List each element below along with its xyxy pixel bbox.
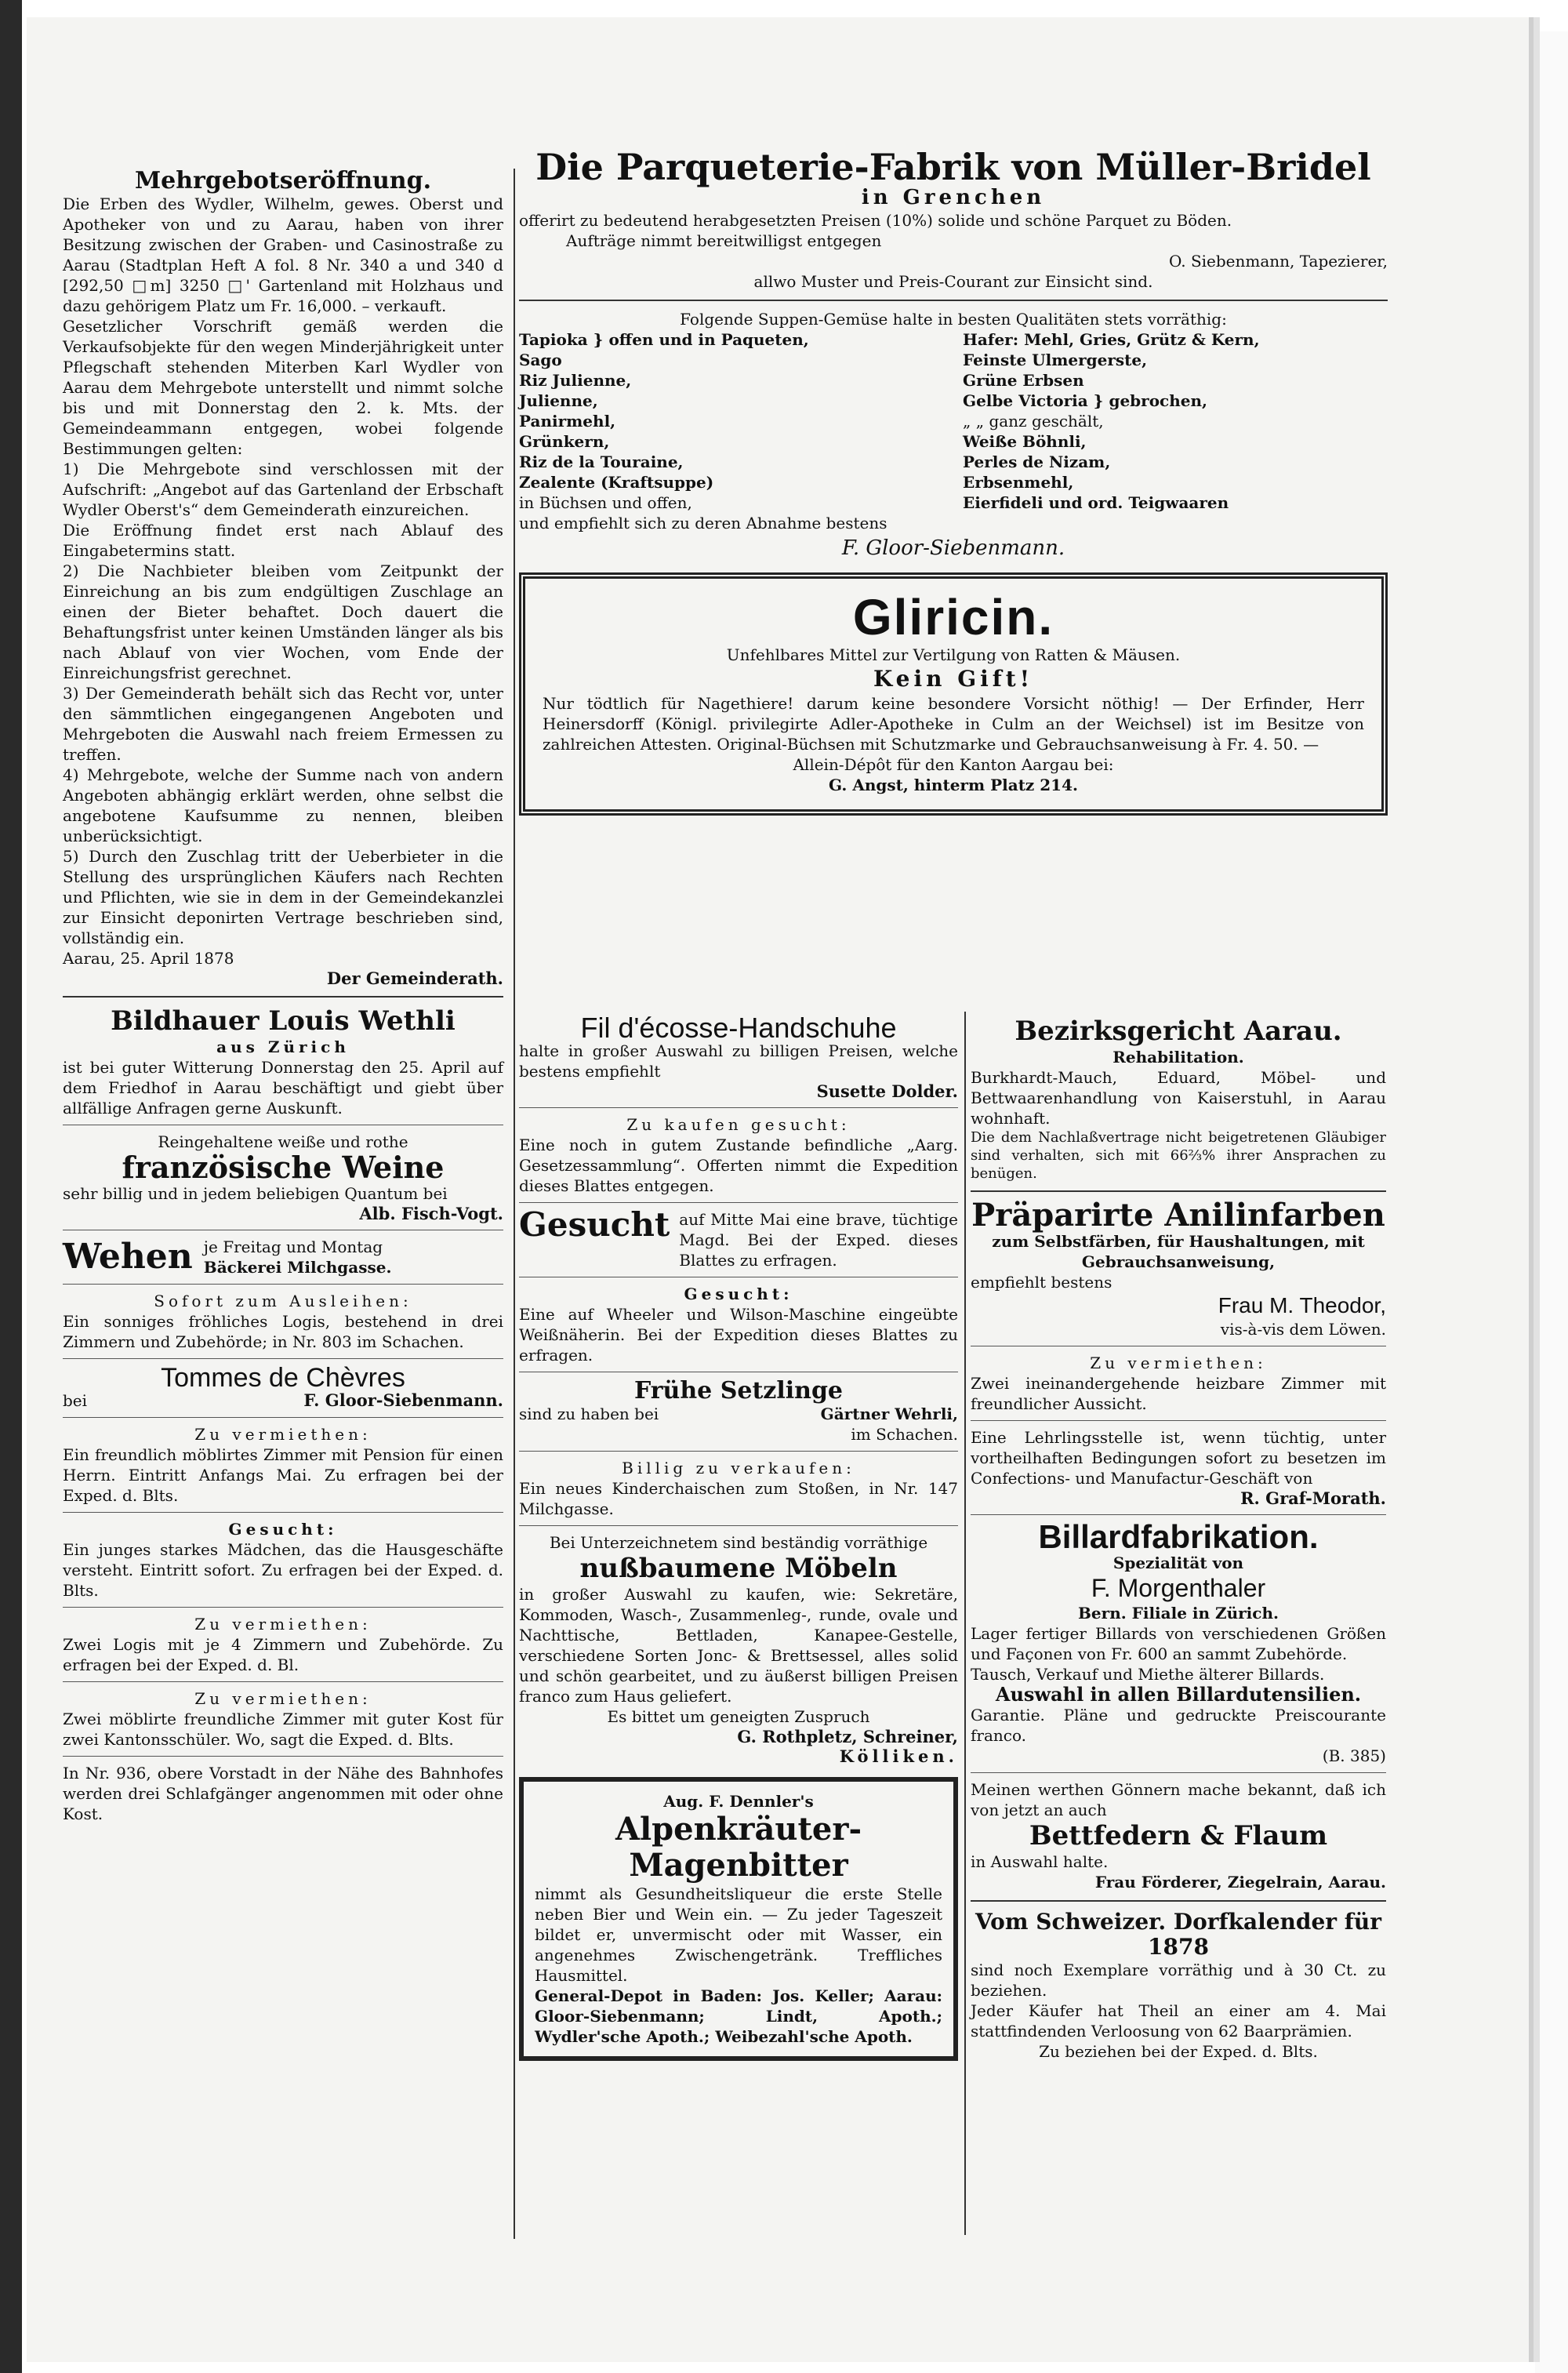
divider bbox=[971, 1900, 1386, 1902]
divider bbox=[63, 1284, 503, 1285]
divider bbox=[519, 1525, 958, 1526]
ad-text: Allein-Dépôt für den Kanton Aargau bei: bbox=[793, 755, 1114, 774]
ad-signature: im Schachen. bbox=[851, 1425, 958, 1444]
ad-title: Bettfedern & Flaum bbox=[1029, 1820, 1328, 1852]
ad-text: sehr billig und in jedem beliebigen Quantum bei bbox=[63, 1184, 448, 1203]
ad-text: Ein freundlich möblirtes Zimmer mit Pension für einen Herrn. Eintritt Anfangs Mai. Zu erfragen bei der Exped. d. Blts. bbox=[63, 1445, 503, 1505]
divider bbox=[519, 1451, 958, 1452]
ad-text: Ein junges starkes Mädchen, das die Hausgeschäfte versteht. Eintritt sofort. Zu erfragen bei der Exped. d. Blts. bbox=[63, 1540, 503, 1600]
ad-title: Vom Schweizer. Dorfkalender für 1878 bbox=[975, 1909, 1381, 1960]
ad-text: Reingehaltene weiße und rothe bbox=[158, 1132, 408, 1151]
divider bbox=[63, 1358, 503, 1359]
ad-text: Auswahl in allen Billardutensilien. bbox=[995, 1683, 1362, 1706]
ad-text: Die dem Nachlaßvertrage nicht beigetretenen Gläubiger sind verhalten, sich mit 66⅔% ihrer Ansprachen zu benügen. bbox=[971, 1129, 1386, 1182]
ad-heading: Zu kaufen gesucht: bbox=[626, 1115, 851, 1134]
list-item: Riz de la Touraine, bbox=[519, 452, 684, 471]
ad-title: Bezirksgericht Aarau. bbox=[1014, 1016, 1342, 1047]
ad-signature: Bäckerei Milchgasse. bbox=[203, 1258, 392, 1277]
ad-text: Die Erben des Wydler, Wilhelm, gewes. Oberst und Apotheker von und zu Aarau, haben von ihrer Besitzung zwischen der Graben- und Casinostraße zu Aarau (Stadtplan Heft A fol. 8 Nr. 340 a und 340 d [292,50 □m] 3250 □' Gartenland mit Holzhaus und dazu gehörigem Platz um Fr. 16,000. – verkauft. bbox=[63, 194, 503, 315]
top-wide-ads bbox=[519, 146, 1388, 816]
divider bbox=[971, 1772, 1386, 1773]
list-item: und empfiehlt sich zu deren Abnahme bestens bbox=[519, 514, 887, 532]
ad-title: Billardfabrikation. bbox=[1038, 1518, 1319, 1555]
ad-text: General-Depot in Baden: Jos. Keller; Aarau: Gloor-Siebenmann; Lindt, Apoth.; Wydler'sche Apoth.; Weibezahl'sche Apoth. bbox=[535, 1986, 942, 2046]
ad-subtitle: aus Zürich bbox=[216, 1038, 350, 1056]
ad-text: in großer Auswahl zu kaufen, wie: Sekretäre, Kommoden, Wasch-, Zusammenleg-, runde, ovale und Nachttische, Bettladen, Kanapee-Gestelle, verschiedene Sorten Jonc- & Brettsessel, alles solid und schön gearbeitet, und zu äußerst billigen Preisen franco zum Haus geliefert. bbox=[519, 1585, 958, 1706]
divider bbox=[63, 1607, 503, 1608]
ad-title: Wehen bbox=[63, 1237, 193, 1277]
ad-title: Gliricin. bbox=[852, 589, 1054, 645]
list-item: Erbsenmehl, bbox=[963, 473, 1074, 492]
ad-text: Bern. Filiale in Zürich. bbox=[1078, 1604, 1279, 1623]
ad-signature: F. Gloor-Siebenmann. bbox=[303, 1390, 503, 1410]
ad-text: In Nr. 936, obere Vorstadt in der Nähe des Bahnhofes werden drei Schlafgänger angenommen mit oder ohne Kost. bbox=[63, 1764, 503, 1823]
divider bbox=[63, 1512, 503, 1513]
divider bbox=[519, 1202, 958, 1203]
ad-heading: Zu vermiethen: bbox=[194, 1425, 372, 1444]
ad-text: Zwei ineinandergehende heizbare Zimmer mit freundlicher Aussicht. bbox=[971, 1374, 1386, 1413]
list-item: Weiße Böhnli, bbox=[963, 432, 1087, 451]
ad-text: Gesetzlicher Vorschrift gemäß werden die Verkaufsobjekte für den wegen Minderjährigkeit unter Pflegschaft stehenden Miterben Karl Wydler von Aarau dem Mehrgebote unterstellt und nimmt solche bis und mit Donnerstag den 2. k. Mts. der Gemeindeammann entgegen, wobei folgende Bestimmungen gelten: bbox=[63, 317, 503, 458]
ad-text: ist bei guter Witterung Donnerstag den 25. April auf dem Friedhof in Aarau beschäftigt und giebt über allfällige Anfragen gerne Auskunft. bbox=[63, 1058, 503, 1117]
ad-title: Präparirte Anilinfarben bbox=[971, 1197, 1385, 1234]
ad-signature: F. Gloor-Siebenmann. bbox=[841, 536, 1065, 560]
divider bbox=[519, 1107, 958, 1108]
ad-date: Aarau, 25. April 1878 bbox=[63, 949, 234, 968]
ad-subtitle: in Grenchen bbox=[861, 186, 1046, 209]
ad-code: (B. 385) bbox=[1322, 1746, 1386, 1765]
ad-text: empfiehlt bestens bbox=[971, 1273, 1112, 1292]
ad-text: allwo Muster und Preis-Courant zur Einsicht sind. bbox=[753, 272, 1153, 291]
ad-text: Folgende Suppen-Gemüse halte in besten Qualitäten stets vorräthig: bbox=[680, 310, 1227, 329]
ad-text: Meinen werthen Gönnern mache bekannt, daß ich von jetzt an auch bbox=[971, 1780, 1386, 1819]
ad-signature: Der Gemeinderath. bbox=[326, 968, 503, 988]
ad-text: offerirt zu bedeutend herabgesetzten Preisen (10%) solide und schöne Parquet zu Böden. bbox=[519, 211, 1232, 230]
ad-signature: Alb. Fisch-Vogt. bbox=[359, 1204, 503, 1223]
ad-heading: Zu vermiethen: bbox=[1090, 1354, 1267, 1372]
right-column bbox=[971, 1016, 1386, 2062]
ad-text: Lager fertiger Billards von verschiedenen Größen und Façonen von Fr. 600 an sammt Zubehörde. bbox=[971, 1624, 1386, 1663]
divider bbox=[519, 300, 1388, 301]
list-item: Eierfideli und ord. Teigwaaren bbox=[963, 493, 1229, 512]
ad-text: 1) Die Mehrgebote sind verschlossen mit der Aufschrift: „Angebot auf das Gartenland der Erbschaft Wydler Oberst's“ dem Gemeinderath einzureichen. bbox=[63, 460, 503, 519]
scan-binding-strip bbox=[0, 0, 22, 2373]
divider bbox=[971, 1514, 1386, 1515]
ad-highlight: Kein Gift! bbox=[873, 666, 1034, 692]
list-item: Riz Julienne, bbox=[519, 371, 632, 390]
ad-subtitle: Spezialität von bbox=[1112, 1554, 1244, 1572]
ad-title: Frühe Setzlinge bbox=[633, 1377, 844, 1405]
ad-subtitle: Unfehlbares Mittel zur Vertilgung von Ratten & Mäusen. bbox=[726, 645, 1181, 664]
ad-text: in Auswahl halte. bbox=[971, 1852, 1109, 1871]
divider bbox=[63, 996, 503, 998]
ad-heading: Aug. F. Dennler's bbox=[663, 1792, 814, 1811]
ad-text: Eine Lehrlingsstelle ist, wenn tüchtig, unter vortheilhaften Bedingungen sofort zu besetzen im Confections- und Manufactur-Geschäft von bbox=[971, 1428, 1386, 1488]
ad-text: nimmt als Gesundheitsliqueur die erste Stelle neben Bier und Wein ein. — Zu jeder Tageszeit bildet er, unvermischt oder mit Wasser, ein angenehmes Zwischengetränk. Treffliches Hausmittel. bbox=[535, 1884, 942, 1985]
list-item: Tapioka } offen und in Paqueten, bbox=[519, 330, 809, 349]
ad-heading: Gesucht: bbox=[684, 1285, 793, 1303]
ad-text: Zwei möblirte freundliche Zimmer mit guter Kost für zwei Kantonsschüler. Wo, sagt die Exped. d. Blts. bbox=[63, 1710, 503, 1749]
ad-signature: Frau Förderer, Ziegelrain, Aarau. bbox=[1094, 1873, 1386, 1891]
ad-heading: Zu vermiethen: bbox=[194, 1689, 372, 1708]
ad-text: 4) Mehrgebote, welche der Summe nach von andern Angeboten abhängig erklärt werden, ohne selbst die angebotene Kaufsumme zu nennen, bleiben unberücksichtigt. bbox=[63, 765, 503, 845]
ad-signature: G. Angst, hinterm Platz 214. bbox=[829, 776, 1078, 794]
column-rule-left bbox=[514, 169, 515, 2239]
list-item: Feinste Ulmergerste, bbox=[963, 351, 1148, 369]
ad-title: Fil d'écosse-Handschuhe bbox=[580, 1012, 897, 1044]
soup-list bbox=[519, 329, 1388, 533]
ad-text: bei bbox=[63, 1391, 88, 1410]
ad-text: je Freitag und Montag bbox=[203, 1237, 383, 1256]
ad-text: Burkhardt-Mauch, Eduard, Möbel- und Bettwaarenhandlung von Kaiserstuhl, in Aarau wohnhaft. bbox=[971, 1068, 1386, 1128]
ad-text: zum Selbstfärben, für Haushaltungen, mit Gebrauchsanweisung, bbox=[992, 1232, 1365, 1271]
ad-text: Zu beziehen bei der Exped. d. Blts. bbox=[1039, 2042, 1318, 2061]
ad-subtitle: Rehabilitation. bbox=[1112, 1048, 1244, 1067]
ad-text: 5) Durch den Zuschlag tritt der Ueberbieter in die Stellung des ursprünglichen Käufers nach Rechten und Pflichten, wie sie in dem in der Gemeindekanzlei zur Einsicht deponirten Vertrage beschrieben sind, vollständig ein. bbox=[63, 847, 503, 947]
ad-text: auf Mitte Mai eine brave, tüchtige Magd. Bei der Exped. dieses Blattes zu erfragen. bbox=[679, 1210, 958, 1270]
ad-signature: Susette Dolder. bbox=[816, 1081, 958, 1101]
ad-signature: Gärtner Wehrli, bbox=[820, 1405, 958, 1423]
ad-signature: Frau M. Theodor, bbox=[1218, 1293, 1386, 1317]
ad-text: halte in großer Auswahl zu billigen Preisen, welche bestens empfiehlt bbox=[519, 1041, 958, 1081]
ad-text: Zwei Logis mit je 4 Zimmern und Zubehörde. Zu erfragen bei der Exped. d. Bl. bbox=[63, 1635, 503, 1674]
ad-name: F. Morgenthaler bbox=[1091, 1574, 1266, 1602]
left-column bbox=[63, 169, 503, 1824]
ad-signature: Kölliken. bbox=[839, 1746, 958, 1766]
ad-text: 3) Der Gemeinderath behält sich das Recht vor, unter den sämmtlichen eingegangenen Angeboten und Mehrgeboten die Auswahl nach freiem Ermessen zu treffen. bbox=[63, 684, 503, 764]
ad-text: sind noch Exemplare vorräthig und à 30 Ct. zu beziehen. bbox=[971, 1961, 1386, 2000]
ad-title: Die Parqueterie-Fabrik von Müller-Bridel bbox=[535, 146, 1371, 188]
ad-text: Eine auf Wheeler und Wilson-Maschine eingeübte Weißnäherin. Bei der Expedition dieses Blattes zu erfragen. bbox=[519, 1305, 958, 1365]
ad-text: Jeder Käufer hat Theil an einer am 4. Mai stattfindenden Verloosung von 62 Baarprämien. bbox=[971, 2001, 1386, 2040]
list-item: Perles de Nizam, bbox=[963, 452, 1111, 471]
ad-signature: R. Graf-Morath. bbox=[1240, 1488, 1386, 1508]
ad-heading: Gesucht: bbox=[228, 1520, 338, 1539]
ad-title: Bildhauer Louis Wethli bbox=[111, 1005, 456, 1037]
divider bbox=[63, 1417, 503, 1418]
ad-text: Garantie. Pläne und gedruckte Preiscourante franco. bbox=[971, 1706, 1386, 1745]
ad-signature: O. Siebenmann, Tapezierer, bbox=[1169, 252, 1388, 271]
ad-text: Tausch, Verkauf und Miethe älterer Billards. bbox=[971, 1665, 1325, 1684]
gliricin-ad-box bbox=[519, 572, 1388, 816]
list-item: Grüne Erbsen bbox=[963, 371, 1084, 390]
column-rule-right bbox=[964, 1012, 966, 2235]
ad-title: Mehrgebotseröffnung. bbox=[134, 167, 432, 194]
divider bbox=[971, 1420, 1386, 1421]
list-item: Grünkern, bbox=[519, 432, 610, 451]
list-item: Panirmehl, bbox=[519, 412, 616, 431]
divider bbox=[971, 1190, 1386, 1192]
ad-text: Die Eröffnung findet erst nach Ablauf des Eingabetermins statt. bbox=[63, 521, 503, 560]
list-item: Sago bbox=[519, 351, 562, 369]
ad-signature: vis-à-vis dem Löwen. bbox=[1220, 1320, 1386, 1339]
ad-text: Es bittet um geneigten Zuspruch bbox=[607, 1707, 870, 1726]
ad-heading: Sofort zum Ausleihen: bbox=[154, 1292, 412, 1310]
list-item: „ „ ganz geschält, bbox=[963, 412, 1104, 431]
list-item: Zealente (Kraftsuppe) bbox=[519, 473, 714, 492]
list-item: in Büchsen und offen, bbox=[519, 493, 692, 512]
list-item: Gelbe Victoria } gebrochen, bbox=[963, 391, 1207, 410]
ad-title: Gesucht bbox=[519, 1205, 670, 1244]
ad-title: französische Weine bbox=[122, 1150, 445, 1185]
ad-signature: G. Rothpletz, Schreiner, bbox=[737, 1727, 958, 1746]
ad-text: Bei Unterzeichnetem sind beständig vorräthige bbox=[549, 1533, 928, 1552]
alpenkraeuter-ad-box bbox=[519, 1777, 958, 2061]
ad-title: Tommes de Chèvres bbox=[161, 1363, 405, 1393]
middle-column bbox=[519, 1012, 958, 2072]
ad-text: Ein sonniges fröhliches Logis, bestehend in drei Zimmern und Zubehörde; in Nr. 803 im Schachen. bbox=[63, 1312, 503, 1351]
ad-text: 2) Die Nachbieter bleiben vom Zeitpunkt der Einreichung an bis zum endgültigen Zuschlage an einen der Bieter behaftet. Doch dauert die Behaftungsfrist unter keinen Umständen länger als bis nach Ablauf von vier Wochen, vom Ende der Einreichungsfrist gerechnet. bbox=[63, 561, 503, 682]
divider bbox=[63, 1681, 503, 1682]
list-item: Hafer: Mehl, Gries, Grütz & Kern, bbox=[963, 330, 1260, 349]
ad-title: Alpenkräuter-Magenbitter bbox=[615, 1811, 862, 1884]
ad-text: Aufträge nimmt bereitwilligst entgegen bbox=[566, 231, 882, 250]
scan-page-edge bbox=[1535, 31, 1568, 2373]
ad-heading: Zu vermiethen: bbox=[194, 1615, 372, 1633]
ad-text: sind zu haben bei bbox=[519, 1405, 659, 1423]
ad-title: nußbaumene Möbeln bbox=[579, 1553, 898, 1584]
ad-text: Ein neues Kinderchaischen zum Stoßen, in Nr. 147 Milchgasse. bbox=[519, 1479, 958, 1518]
ad-text: Eine noch in gutem Zustande befindliche „Aarg. Gesetzessammlung“. Offerten nimmt die Expedition dieses Blattes entgegen. bbox=[519, 1136, 958, 1195]
divider bbox=[63, 1756, 503, 1757]
ad-heading: Billig zu verkaufen: bbox=[622, 1459, 855, 1477]
ad-text: Nur tödtlich für Nagethiere! darum keine besondere Vorsicht nöthig! — Der Erfinder, Herr Heinersdorff (Königl. privilegirte Adler-Apotheke in Culm an der Weichsel) ist im Besitze von zahlreichen Attesten. Original-Büchsen mit Schutzmarke und Gebrauchsanweisung à Fr. 4. 50. — bbox=[543, 694, 1364, 754]
list-item: Julienne, bbox=[519, 391, 598, 410]
